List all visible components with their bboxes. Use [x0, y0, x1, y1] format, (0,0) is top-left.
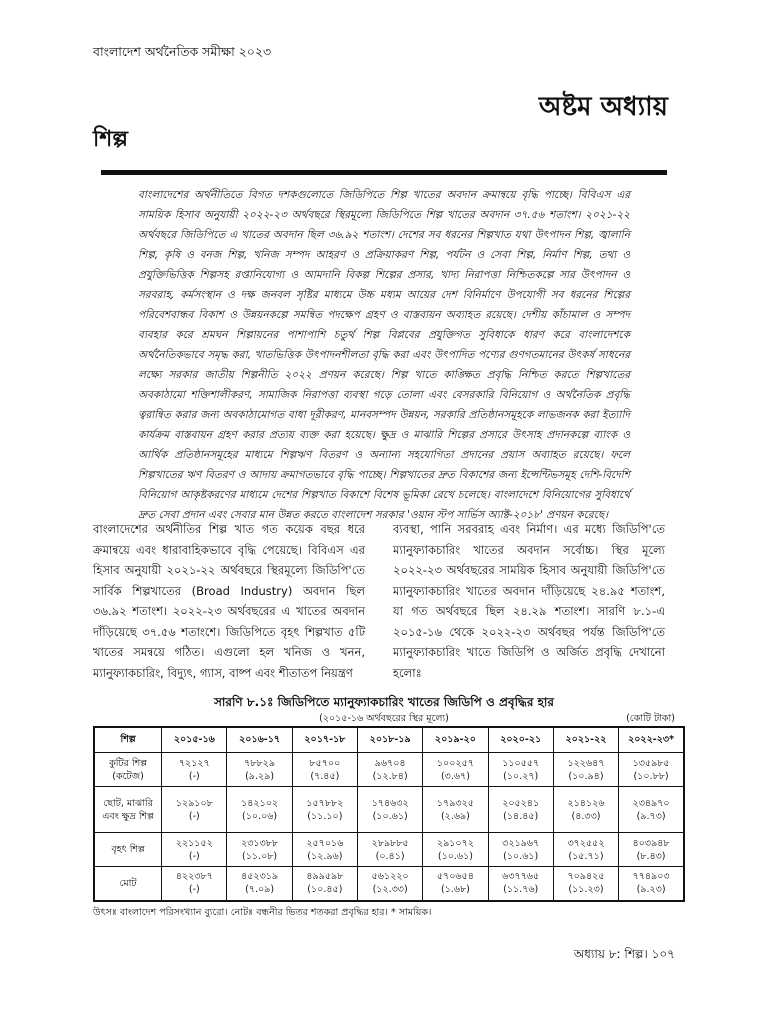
- data-cell: [227, 787, 292, 833]
- data-cell: [488, 833, 553, 867]
- cell-value: ৫৬১২২০: [371, 871, 409, 883]
- cell-value: ৭৭৪৯০৩: [632, 871, 670, 883]
- data-cell: [423, 833, 488, 867]
- cell-growth: (১০.৬১): [503, 850, 539, 862]
- cell-growth: (৯.২৯): [245, 770, 275, 782]
- cell-value: ৪৯৯৫৯৮: [306, 871, 344, 883]
- data-cell: [162, 833, 227, 867]
- row-label: বৃহৎ শিল্প: [94, 833, 162, 867]
- cell-growth: (১০.৪৫): [307, 884, 343, 896]
- cell-growth: (-): [188, 770, 200, 782]
- body-column-right: ব্যবস্থা, পানি সরবরাহ এবং নির্মাণ। এর মধ্যে জিডিপি'তে ম্যানুফ্যাকচারিং খাতের অবদান সর্বোচ্চ। স্থির মূল্যে ২০২২-২৩ অর্থবছরের সাময়িক হিসাব অনুযায়ী জিডিপি'তে ম্যানুফ্যাকচারিং খাতের অবদান দাঁড়িয়েছে ২৪.৯৫ শতাংশ, যা গত অর্থবছরে ছিল ২৪.২৯ শতাংশ। সারণি ৮.১-এ ২০১৫-১৬ থেকে ২০২২-২৩ অর্থবছর পর্যন্ত জিডিপি'তে ম্যানুফ্যাকচারিং খাতে জিডিপি ও অর্জিত প্রবৃদ্ধি দেখানো হলোঃ: [393, 522, 665, 680]
- data-cell: [162, 753, 227, 787]
- data-cell: [227, 753, 292, 787]
- cell-value: ৯৬৭০৪: [374, 757, 406, 769]
- cell-value: ৪০৩৯৪৮: [632, 837, 670, 849]
- cell-growth: (২.৬৯): [440, 810, 470, 822]
- cell-growth: (১০.০৬): [242, 810, 278, 822]
- cell-value: ৩৭২৫৫২: [567, 837, 605, 849]
- data-cell: [358, 867, 423, 901]
- cell-growth: (৮.৪৩): [636, 850, 666, 862]
- table-source-note: উৎসঃ বাংলাদেশ পরিসংখ্যান ব্যুরো। নোটঃ বন্ধনীর ভিতর শতকরা প্রবৃদ্ধির হার। * সাময়িক।: [93, 907, 432, 918]
- table-row: [94, 833, 684, 867]
- data-cell: [227, 867, 292, 901]
- data-cell: [619, 787, 684, 833]
- header-row: [94, 727, 684, 753]
- cell-value: ২২১১৫২: [175, 837, 213, 849]
- data-cell: [358, 753, 423, 787]
- header-cell: ২০২১-২২: [553, 727, 618, 753]
- table-unit: (কোটি টাকা): [626, 713, 675, 724]
- data-cell: [162, 867, 227, 901]
- cell-growth: (৯.৭৩): [636, 810, 666, 822]
- cell-growth: (১.৬৮): [440, 884, 470, 896]
- data-cell: [292, 787, 357, 833]
- chapter-abstract: বাংলাদেশের অর্থনীতিতে বিগত দশকগুলোতে জিডিপিতে শিল্প খাতের অবদান ক্রমান্বয়ে বৃদ্ধি পাচ্ছে। বিবিএস এর সাময়িক হিসাব অনুযায়ী ২০২২-২৩ অর্থবছরে স্থিরমূল্যে জিডিপিতে শিল্প খাতের অবদান ৩৭.৫৬ শতাংশ। ২০২১-২২ অর্থবছরে জিডিপিতে এ খাতের অবদান ছিল ৩৬.৯২ শতাংশ। দেশের সব ধরনের শিল্পখাত যথা উৎপাদন শিল্প, জ্বালানি শিল্প, কৃষি ও বনজ শিল্প, খনিজ সম্পদ আহরণ ও প্রক্রিয়াকরণ শিল্প, পর্যটন ও সেবা শিল্প, নির্মাণ শিল্প, তথ্য ও প্রযুক্তিভিত্তিক শিল্পসহ রপ্তানিযোগ্য ও আমদানি বিকল্প শিল্পের প্রসার, খাদ্য নিরাপত্তা নিশ্চিতকল্পে সার উৎপাদন ও সরবরাহ, কর্মসংস্থান ও দক্ষ জনবল সৃষ্টির মাধ্যমে উচ্চ মধ্যম আয়ের দেশ বিনির্মাণে উপযোগী সব ধরনের শিল্পের পরিবেশবান্ধব বিকাশ ও উন্নয়নকল্পে সমন্বিত পদক্ষেপ গ্রহণ ও বাস্তবায়ন অব্যাহত রয়েছে। দেশীয় কাঁচামাল ও সম্পদ ব্যবহার করে শ্রমঘন শিল্পায়নের পাশাপাশি চতুর্থ শিল্প বিপ্লবের প্রযুক্তিগত সুবিধাকে ধারণ করে বাংলাদেশকে অর্থনৈতিকভাবে সমৃদ্ধ করা, খাতভিত্তিক উৎপাদনশীলতা বৃদ্ধি করা এবং উৎপাদিত পণ্যের গুণগতমানের উৎকর্ষ সাধনের লক্ষ্যে সরকার জাতীয় শিল্পনীতি ২০২২ প্রণয়ন করেছে। শিল্প খাতে কাঙ্ক্ষিত প্রবৃদ্ধি নিশ্চিত করতে শিল্পখাতের অবকাঠামো শক্তিশালীকরণ, সামাজিক নিরাপত্তা ব্যবস্থা গড়ে তোলা এবং বেসরকারি বিনিয়োগ ও অর্থনৈতিক প্রবৃদ্ধি ত্বরান্বিত করার জন্য অবকাঠামোগত বাধা দূরীকরণ, মানবসম্পদ উন্নয়ন, সরকারি প্রতিষ্ঠানসমূহকে লাভজনক করা ইত্যাদি কার্যক্রম বাস্তবায়ন গ্রহণ করার প্রত্যয় ব্যক্ত করা হয়েছে। ক্ষুদ্র ও মাঝারি শিল্পের প্রসারে উৎসাহ প্রদানকল্পে ব্যাংক ও আর্থিক প্রতিষ্ঠানসমূহের মাধ্যমে শিল্পঋণ বিতরণ ও অন্যান্য সহযোগিতা প্রদানের প্রয়াস অব্যাহত রয়েছে। ফলে শিল্পখাতের ঋণ বিতরণ ও আদায় ক্রমাগতভাবে বৃদ্ধি পাচ্ছে। শিল্পখাতের দ্রুত বিকাশের জন্য ইন্সেন্টিভসমূহ দেশি-বিদেশি বিনিয়োগ আকৃষ্টকরণের মাধ্যমে দেশের শিল্পখাত বিকাশে বিশেষ ভূমিকা রেখে চলেছে। বাংলাদেশে বিনিয়োগের সুবিধার্থে দ্রুত সেবা প্রদান এবং সেবার মান উন্নত করতে বাংলাদেশ সরকার 'ওয়ান স্টপ সার্ভিস অ্যাক্ট-২০১৮' প্রণয়ন করেছে।: [138, 189, 630, 521]
- manufacturing-gdp-table: [93, 726, 685, 902]
- cell-growth: (১০.৬১): [437, 850, 473, 862]
- data-cell: [292, 753, 357, 787]
- title-rule: [101, 170, 667, 175]
- cell-growth: (-): [188, 850, 200, 862]
- cell-value: ২৯১০৭২: [436, 837, 474, 849]
- header-cell: ২০১৬-১৭: [227, 727, 292, 753]
- table-header: [94, 727, 684, 753]
- cell-growth: (০.৪১): [375, 850, 405, 862]
- cell-growth: (১০.২৭): [503, 770, 539, 782]
- table-caption: সারণি ৮.১ঃ জিডিপিতে ম্যানুফ্যাকচারিং খাতের জিডিপি ও প্রবৃদ্ধির হার: [213, 695, 555, 709]
- cell-growth: (১০.৮৮): [633, 770, 669, 782]
- cell-value: ১০০২৫৭: [436, 757, 474, 769]
- cell-value: ৭৮৮২৯: [244, 757, 275, 769]
- cell-growth: (-): [188, 884, 200, 896]
- cell-value: ৪৫২৩১৯: [241, 871, 279, 883]
- data-cell: [423, 787, 488, 833]
- cell-value: ৮৫৭০০: [309, 757, 341, 769]
- table-body: [94, 753, 684, 901]
- cell-value: ২৮৯৮৮৫: [371, 837, 409, 849]
- cell-growth: (১২.৮৪): [372, 770, 408, 782]
- header-cell: ২০২০-২১: [488, 727, 553, 753]
- cell-growth: (১০.৯৪): [568, 770, 604, 782]
- data-cell: [292, 833, 357, 867]
- header-cell: ২০১৫-১৬: [162, 727, 227, 753]
- cell-value: ২৩৪৯৭০: [632, 797, 670, 809]
- data-cell: [358, 833, 423, 867]
- cell-value: ৭২১২৭: [178, 757, 210, 769]
- data-cell: [423, 867, 488, 901]
- data-cell: [423, 753, 488, 787]
- cell-value: ৬৩৭৭৬৫: [502, 871, 540, 883]
- cell-value: ২১৪১২৬: [567, 797, 605, 809]
- data-cell: [488, 787, 553, 833]
- table-row: [94, 753, 684, 787]
- cell-growth: (৩.৬৭): [440, 770, 470, 782]
- table-subcaption: (২০১৫-১৬ অর্থবছরের স্থির মূল্যে): [319, 713, 449, 724]
- header-cell: ২০১৭-১৮: [292, 727, 357, 753]
- cell-growth: (১০.৬১): [372, 810, 408, 822]
- cell-value: ২৫৭০১৬: [306, 837, 344, 849]
- cell-growth: (১২.৯৬): [307, 850, 343, 862]
- header-cell: শিল্প: [94, 727, 162, 753]
- cell-growth: (৭.০৯): [245, 884, 275, 896]
- body-column-left: বাংলাদেশের অর্থনীতির শিল্প খাত গত কয়েক বছর ধরে ক্রমান্বয়ে এবং ধারাবাহিকভাবে বৃদ্ধি পেয়েছে। বিবিএস এর হিসাব অনুযায়ী ২০২১-২২ অর্থবছরে স্থিরমূল্যে জিডিপি'তে সার্বিক শিল্পখাতের (Broad Industry) অবদান ছিল ৩৬.৯২ শতাংশ। ২০২২-২৩ অর্থবছরের এ খাতের অবদান দাঁড়িয়েছে ৩৭.৫৬ শতাংশে। জিডিপিতে বৃহৎ শিল্পখাত ৫টি খাতের সমন্বয়ে গঠিত। এগুলো হল খনিজ ও খনন, ম্যানুফ্যাকচারিং, বিদ্যুৎ, গ্যাস, বাষ্প এবং শীতাতপ নিয়ন্ত্রণ: [93, 522, 365, 680]
- data-cell: [619, 753, 684, 787]
- cell-growth: (-): [188, 810, 200, 822]
- data-cell: [553, 787, 618, 833]
- cell-value: ৩২১৯৬৭: [502, 837, 540, 849]
- cell-value: ১৫৭৮৮২: [306, 797, 344, 809]
- page-footer: অধ্যায় ৮: শিল্প। ১০৭: [573, 947, 675, 961]
- cell-value: ১৭৪৬৩২: [371, 797, 409, 809]
- data-cell: [553, 753, 618, 787]
- row-label: কুটির শিল্প (কটেজ): [94, 753, 162, 787]
- cell-value: ১২৯১০৮: [175, 797, 213, 809]
- cell-growth: (১১.৭৬): [503, 884, 539, 896]
- cell-growth: (৪.৩৩): [571, 810, 601, 822]
- cell-growth: (১১.০৮): [242, 850, 278, 862]
- data-cell: [488, 753, 553, 787]
- data-cell: [553, 833, 618, 867]
- cell-value: ৪২২৩৮৭: [175, 871, 213, 883]
- data-cell: [553, 867, 618, 901]
- cell-value: ১৩৫৯৮৫: [632, 757, 670, 769]
- cell-growth: (১৫.৭১): [568, 850, 604, 862]
- cell-value: ২৩১৩৮৮: [241, 837, 279, 849]
- cell-growth: (৭.৪৫): [310, 770, 340, 782]
- running-head: বাংলাদেশ অর্থনৈতিক সমীক্ষা ২০২৩: [93, 44, 272, 59]
- cell-growth: (৯.২৩): [636, 884, 666, 896]
- header-cell: ২০১৯-২০: [423, 727, 488, 753]
- table-row: [94, 867, 684, 901]
- cell-value: ৭০৯৪২৫: [567, 871, 605, 883]
- table-row: [94, 787, 684, 833]
- cell-value: ১৪২১০২: [241, 797, 279, 809]
- data-cell: [162, 787, 227, 833]
- data-cell: [358, 787, 423, 833]
- row-label: মোট: [94, 867, 162, 901]
- data-cell: [292, 867, 357, 901]
- header-cell: ২০২২-২৩*: [619, 727, 684, 753]
- cell-value: ১২২৬৪৭: [567, 757, 605, 769]
- chapter-title: অষ্টম অধ্যায়: [538, 92, 668, 122]
- section-title: শিল্প: [93, 127, 129, 152]
- cell-growth: (১২.৩৩): [372, 884, 408, 896]
- cell-growth: (১১.১০): [307, 810, 343, 822]
- cell-growth: (১৪.৪৫): [503, 810, 539, 822]
- cell-value: ১১০৫৫৭: [502, 757, 540, 769]
- header-cell: ২০১৮-১৯: [358, 727, 423, 753]
- cell-value: ১৭৯৩২৫: [436, 797, 474, 809]
- data-cell: [619, 833, 684, 867]
- cell-value: ৫৭০৬৫৪: [436, 871, 474, 883]
- cell-growth: (১১.২৩): [568, 884, 604, 896]
- data-cell: [619, 867, 684, 901]
- data-cell: [488, 867, 553, 901]
- cell-value: ২০৫২৪১: [502, 797, 540, 809]
- data-cell: [227, 833, 292, 867]
- row-label: ছোট, মাঝারি এবং ক্ষুদ্র শিল্প: [94, 787, 162, 833]
